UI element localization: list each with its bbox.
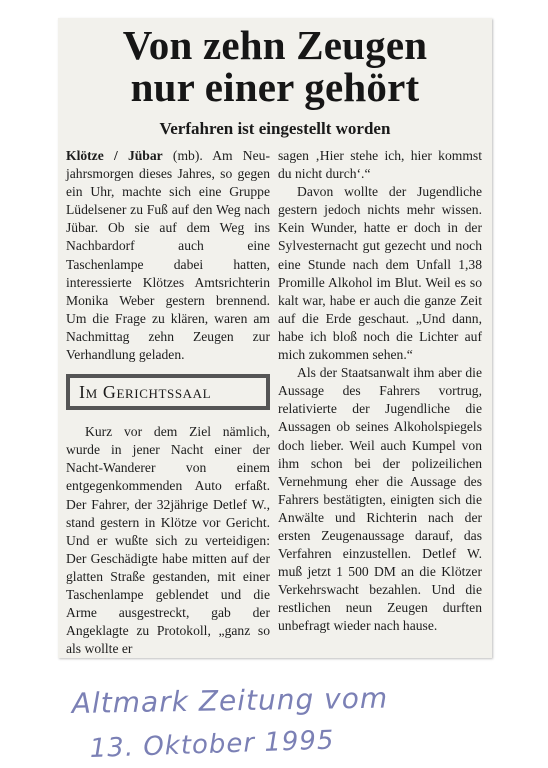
- article-paragraph: Davon wollte der Jugendliche gestern jedoch nichts mehr wissen. Kein Wunder, hatte er doch in der Sylvesternacht gut gezecht und noch eine Stunde nach dem Unfall 1,38 Promille Alkohol im Blut. Weil es so kalt war, habe er auch die ganze Zeit auf die Erde geschaut. „Und dann, habe ich bloß noch die Lichter auf mich zukommen sehen.“: [278, 184, 482, 363]
- article-subheadline: Verfahren ist eingestellt worden: [159, 119, 391, 138]
- paragraph-text: (mb). Am Neu-jahrsmorgen dieses Jahres, so gegen ein Uhr, machte sich eine Gruppe Lüdelsener zu Fuß auf den Weg nach Jübar. Ob sie auf dem Weg ins Nachbardorf auch eine Taschenlampe dabei hatten, interessierte Klötzes Amtsrichterin Monika Weber gestern brennend. Um die Frage zu klären, waren am Nachmittag zehn Zeugen zur Verhandlung geladen.: [66, 148, 270, 363]
- article-paragraph: Kurz vor dem Ziel nämlich, wurde in jener Nacht einer der Nacht-Wanderer von einem entgegenkommenden Auto erfaßt. Der Fahrer, der 32jährige Detlef W., stand gestern in Klötze vor Gericht. Und er wußte sich zu verteidigen: Der Geschädigte habe mitten auf der glatten Straße gestanden, mit einer Taschenlampe geblendet und die Arme ausgestreckt, gab der Angeklagte zu Protokoll, „ganz so als wollte er: [66, 424, 270, 657]
- article-paragraph: [66, 147, 270, 364]
- article-paragraph: Als der Staatsanwalt ihm aber die Aussage des Fahrers vortrug, relativierte der Jugendliche die Aussagen ob seines Alkoholspiegels doch lieber. Weil auch Kumpel von ihm schon bei der polizeilichen Vernehmung eher die Aussage des Fahrers bestätigten, einigten sich die Anwälte und Richterin nach der ersten Zeugenaussage darauf, das Verfahren einzustellen. Detlef W. muß jetzt 1 500 DM an die Klötzer Verkehrswacht bezahlen. Und die restlichen neun Zeugen durften unbefragt wieder nach hause.: [278, 365, 482, 634]
- newspaper-clipping: [58, 18, 492, 658]
- headline-line-1: Von zehn Zeugen: [122, 22, 428, 68]
- article-paragraph: sagen ‚Hier stehe ich, hier kommst du nicht durch‘.“: [278, 148, 482, 182]
- section-rubric-box: [66, 374, 270, 410]
- section-rubric-label: Im Gerichtssaal: [79, 382, 212, 403]
- handwritten-line-2: 13. Oktober 1995: [89, 725, 335, 764]
- article-headline: [58, 24, 492, 108]
- article-column-right: [278, 147, 482, 636]
- handwritten-line-1: Altmark Zeitung vom: [71, 681, 389, 720]
- article-byline: Klötze / Jübar: [66, 148, 163, 163]
- article-column-left: [66, 147, 270, 658]
- headline-line-2: nur einer gehört: [130, 64, 420, 110]
